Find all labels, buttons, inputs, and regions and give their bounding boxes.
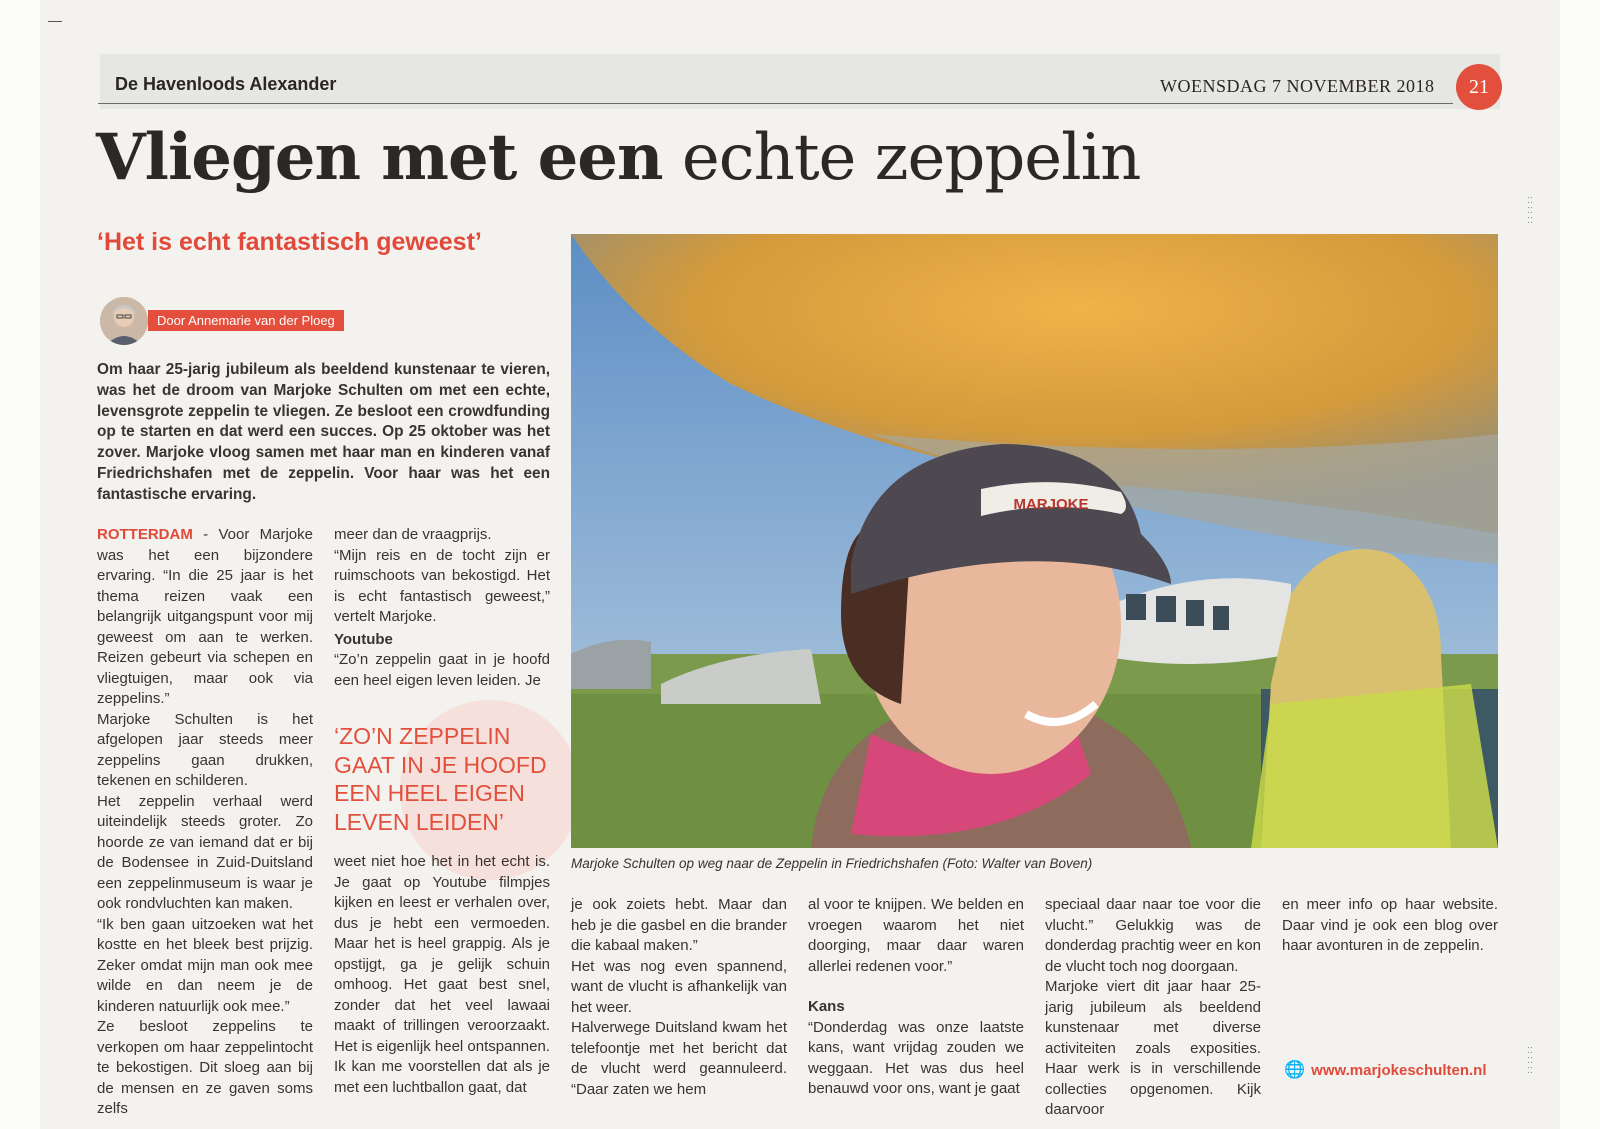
paragraph: Ze besloot zeppelins te verkopen om haar zeppelintocht te bekostigen. Dit sloeg aan bij de mensen en ze gaven soms zelfs <box>97 1018 313 1117</box>
paragraph: speciaal daar naar toe voor die vlucht.” Gelukkig was de donderdag prachtig weer en kon de vlucht toch nog doorgaan. <box>1045 896 1261 975</box>
dateline: ROTTERDAM <box>97 526 193 543</box>
paragraph: Marjoke Schulten is het afgelopen jaar steeds meer zeppelins gaan drukken, tekenen en schilderen. <box>97 710 313 789</box>
paragraph: Halverwege Duitsland kwam het telefoontje met het bericht dat de vlucht werd geannuleerd. “Daar zaten we hem <box>571 1019 787 1098</box>
paragraph: “Mijn reis en de tocht zijn er ruimschoots van bekostigd. Het is echt fantastisch geweest,” vertelt Marjoke. <box>334 546 550 625</box>
paragraph: Het zeppelin verhaal werd uiteindelijk steeds groter. Zo hoorde ze van iemand dat er bij de Bodensee in Zuid-Duitsland een zeppelinmuseum is waar je ook rondvluchten kan maken. <box>97 792 313 912</box>
text-column-1 <box>97 525 313 1120</box>
page-number-badge: 21 <box>1456 64 1502 110</box>
headline-light: echte zeppelin <box>681 121 1141 195</box>
color-registration-marks: :: :: :: <box>1527 194 1534 226</box>
pullquote: ‘ZO’N ZEPPELIN GAAT IN JE HOOFD EEN HEEL EIGEN LEVEN LEIDEN’ <box>334 723 547 835</box>
paragraph: “Zo’n zeppelin gaat in je hoofd een heel eigen leven leiden. Je <box>334 651 550 689</box>
crop-mark <box>48 21 62 22</box>
globe-icon: 🌐 <box>1284 1060 1306 1079</box>
paragraph: Het was nog even spannend, want de vlucht is afhankelijk van het weer. <box>571 957 787 1016</box>
photo-caption: Marjoke Schulten op weg naar de Zeppelin in Friedrichshafen (Foto: Walter van Boven) <box>571 856 1093 871</box>
article-headline <box>96 120 1140 195</box>
paragraph: “Donderdag was onze laatste kans, want vrijdag zouden we weggaan. Het was dus heel benauwd voor ons, want je gaat <box>808 1018 1024 1097</box>
text-column-2-bottom <box>334 852 550 1098</box>
author-byline: Door Annemarie van der Ploeg <box>148 310 344 331</box>
author-avatar <box>100 297 148 345</box>
cap-badge-text: MARJOKE <box>1013 496 1089 513</box>
website-link[interactable] <box>1284 1060 1487 1080</box>
paragraph: al voor te knijpen. We belden en vroegen waarom het niet doorging, maar daar waren allerlei redenen voor.” <box>808 896 1024 975</box>
headline-bold: Vliegen met een <box>96 120 663 195</box>
paragraph: “Ik ben gaan uitzoeken wat het kostte en het bleek best prijzig. Zeker omdat mijn man ook mee wilde en dan neem je de kinderen natuurlijk ook mee.” <box>97 915 313 1015</box>
paragraph: je ook zoiets hebt. Maar dan heb je die gasbel en die brander die kabaal maken.” <box>571 896 787 954</box>
text-column-3 <box>571 895 787 1100</box>
text-column-4 <box>808 895 1024 1100</box>
section-heading-youtube: Youtube <box>334 630 393 648</box>
section-heading-kans: Kans <box>808 998 845 1015</box>
article-subheadline: ‘Het is echt fantastisch geweest’ <box>97 228 482 256</box>
paragraph: ROTTERDAM - Voor Marjoke was het een bijzondere ervaring. “In die 25 jaar is het thema reizen vaak een belangrijk uitgangspunt voor mij geweest om aan te werken. Reizen gebeurt via schepen en vliegtuigen, maar ook via zeppelins.” <box>97 526 313 707</box>
text-column-6 <box>1282 895 1498 957</box>
color-registration-marks: :: :: :: <box>1527 1044 1534 1076</box>
publication-name: De Havenloods Alexander <box>115 74 337 94</box>
article-intro: Om haar 25-jarig jubileum als beeldend kunstenaar te vieren, was het de droom van Marjoke Schulten om met een echte, levensgrote zeppelin te vliegen. Ze besloot een crowdfunding op te starten en dat werd een succes. Op 25 oktober was het zover. Marjoke vloog samen met haar man en kinderen vanaf Friedrichshafen met de zeppelin. Voor haar was het een fantastische ervaring. <box>97 361 550 503</box>
issue-date: WOENSDAG 7 NOVEMBER 2018 <box>1160 76 1435 96</box>
text-column-5 <box>1045 895 1261 1121</box>
header-rule <box>98 103 1453 104</box>
paragraph: meer dan de vraagprijs. <box>334 526 492 543</box>
text-column-2-top <box>334 525 550 691</box>
article-photo <box>571 234 1498 848</box>
paragraph: weet niet hoe het in het echt is. Je gaat op Youtube filmpjes kijken en leest er verhalen over, dus je hebt een vermoeden. Maar het is heel grappig. Als je opstijgt, ga je gelijk schuin omhoog. Het gaat best snel, zonder dat het veel lawaai maakt of trillingen veroorzaakt. Het is eigenlijk heel ontspannen. Ik kan me voorstellen dat als je met een luchtballon gaat, dat <box>334 853 550 1096</box>
paragraph: Marjoke viert dit jaar haar 25-jarig jubileum als beeldend kunstenaar met diverse activiteiten zoals exposities. Haar werk is in verschillende collecties opgenomen. Kijk daarvoor <box>1045 978 1261 1118</box>
paragraph: en meer info op haar website. Daar vind je ook een blog over haar avonturen in de zeppelin. <box>1282 896 1498 954</box>
website-url: www.marjokeschulten.nl <box>1311 1062 1487 1079</box>
